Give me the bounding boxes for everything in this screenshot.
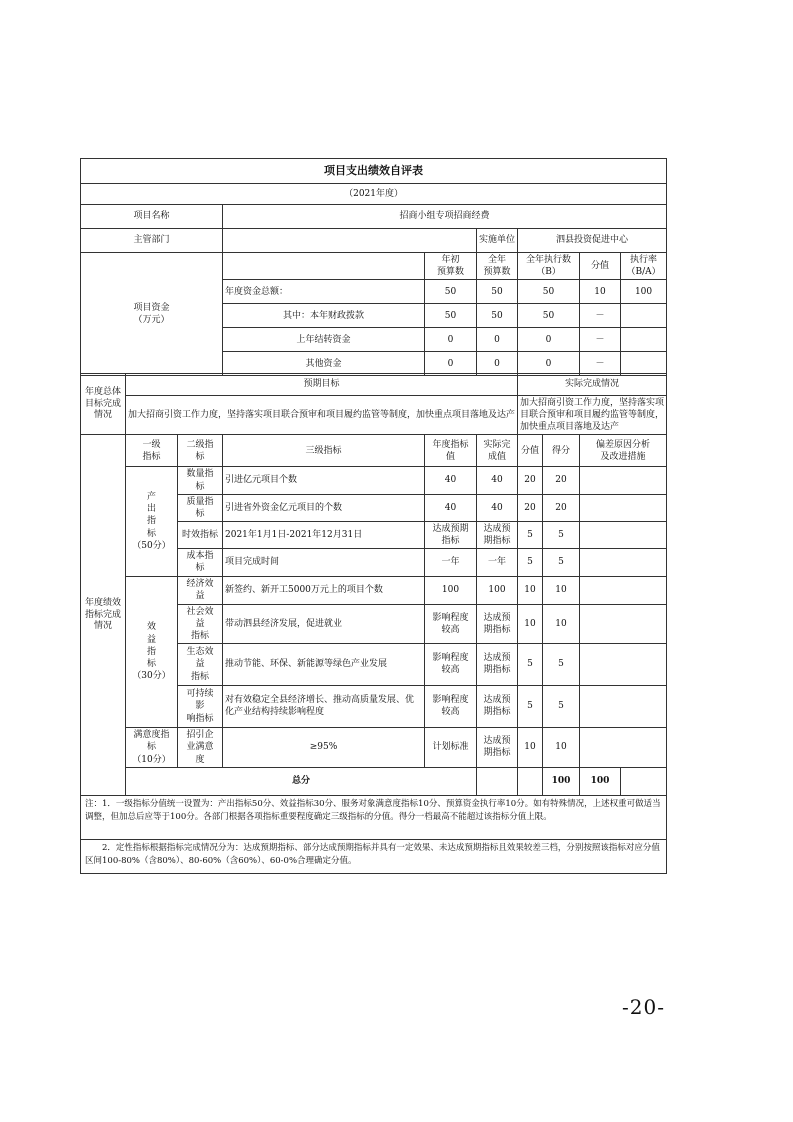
indicator-reason [580,549,667,576]
perf-header-reason: 偏差原因分析 及改进措施 [580,435,667,467]
indicator-reason [580,604,667,643]
funds-row-label: 其他资金 [223,352,425,376]
indicator-actual: 达成预 期指标 [477,727,518,767]
note-2: 2．定性指标根据指标完成情况分为：达成预期指标、部分达成预期指标并具有一定效果、未达成预期指标且效果较差三档，分别按照该指标对应分值区间100-80%（含80%）、80-60%（含60%）、60-0%合理确定分值。 [81,839,667,873]
indicator-score-value: 20 [518,467,543,494]
funds-header-blank [223,253,425,280]
indicator-reason [580,494,667,521]
funds-header-score-value: 分值 [580,253,621,280]
indicator-reason [580,727,667,767]
total-label: 总分 [126,767,477,795]
indicator-score-value: 5 [518,685,543,727]
total-blank [477,767,518,795]
indicator-score: 10 [543,604,580,643]
indicator-score: 5 [543,549,580,576]
indicator-target: 影响程度 较高 [425,643,477,685]
perf-label: 年度绩效指标完成情况 [81,435,126,796]
funds-row-rate [621,304,667,328]
indicator-reason [580,521,667,548]
project-name: 招商小组专项招商经费 [223,205,667,229]
impl-unit-label: 实施单位 [477,229,518,253]
page-number: -20- [622,995,665,1019]
indicator-score-value: 5 [518,521,543,548]
indicator-actual: 达成预 期指标 [477,685,518,727]
goals-expected: 加大招商引资工作力度，坚持落实项目联合预审和项目履约监管等制度，加快重点项目落地及达产 [126,396,518,435]
indicator-l2: 时效指标 [178,521,223,548]
funds-header-exec: 全年执行数 （B） [518,253,580,280]
indicator-l3: 引进亿元项目个数 [223,467,425,494]
indicator-score-value: 10 [518,727,543,767]
indicator-score-value: 20 [518,494,543,521]
funds-header-initial: 年初 预算数 [425,253,477,280]
indicator-l3: 项目完成时间 [223,549,425,576]
indicator-l2: 经济效 益 [178,576,223,604]
indicator-target: 计划标准 [425,727,477,767]
indicator-score: 20 [543,467,580,494]
indicator-reason [580,685,667,727]
indicator-score: 5 [543,685,580,727]
satisfaction-group-label: 满意度指 标 （10分） [126,727,178,767]
indicator-actual: 40 [477,467,518,494]
funds-row-full: 50 [477,304,518,328]
indicator-score-value: 10 [518,576,543,604]
indicator-reason [580,643,667,685]
total-score: 100 [580,767,621,795]
indicator-target: 40 [425,467,477,494]
indicator-score-value: 10 [518,604,543,643]
indicator-actual: 达成预 期指标 [477,521,518,548]
indicator-actual: 100 [477,576,518,604]
indicator-l2: 可持续 影 响指标 [178,685,223,727]
indicator-target: 达成预期 指标 [425,521,477,548]
indicator-table [80,373,667,874]
goals-actual-label: 实际完成情况 [518,374,667,396]
funds-row-score-value: － [580,304,621,328]
note-1: 注：1．一级指标分值统一设置为：产出指标50分、效益指标30分、服务对象满意度指标10分、预算资金执行率10分。如有特殊情况，上述权重可做适当调整，但加总后应等于100分。各部门根据各项指标重要程度确定三级指标的分值。得分一档最高不能超过该指标分值上限。 [81,795,667,839]
indicator-l2: 招引企 业满意 度 [178,727,223,767]
perf-header-l1: 一级 指标 [126,435,178,467]
table-title: 项目支出绩效自评表 [81,159,667,184]
funds-row-exec: 50 [518,280,580,304]
goals-label: 年度总体目标完成情况 [81,374,126,435]
indicator-l2: 数量指 标 [178,467,223,494]
goals-actual: 加大招商引资工作力度，坚持落实项目联合预审和项目履约监管等制度，加快重点项目落地及达产 [518,396,667,435]
funds-row-exec: 0 [518,352,580,376]
impl-unit: 泗县投资促进中心 [518,229,667,253]
indicator-score: 5 [543,521,580,548]
indicator-l2: 生态效 益 指标 [178,643,223,685]
indicator-target: 影响程度 较高 [425,604,477,643]
indicator-target: 100 [425,576,477,604]
funds-header-exec-rate: 执行率 （B/A） [621,253,667,280]
funds-row-score-value: － [580,352,621,376]
funds-row-score-value: － [580,328,621,352]
indicator-l3: 2021年1月1日-2021年12月31日 [223,521,425,548]
dept-label: 主管部门 [81,229,223,253]
performance-self-evaluation-table [80,158,667,376]
indicator-score: 10 [543,727,580,767]
indicator-l3: 新签约、新开工5000万元上的项目个数 [223,576,425,604]
funds-row-full: 50 [477,280,518,304]
project-name-label: 项目名称 [81,205,223,229]
perf-header-actual: 实际完 成值 [477,435,518,467]
indicator-target: 40 [425,494,477,521]
indicator-score: 5 [543,643,580,685]
funds-row-rate [621,328,667,352]
perf-header-target: 年度指标 值 [425,435,477,467]
indicator-reason [580,576,667,604]
indicator-l3: 对有效稳定全县经济增长、推动高质量发展、优化产业结构持续影响程度 [223,685,425,727]
funds-row-initial: 50 [425,280,477,304]
total-score-value: 100 [543,767,580,795]
output-group-label: 产 出 指 标 （50分） [126,467,178,576]
benefit-group-label: 效 益 指 标 （30分） [126,576,178,727]
indicator-actual: 一年 [477,549,518,576]
indicator-l2: 质量指 标 [178,494,223,521]
funds-row-full: 0 [477,352,518,376]
total-reason [621,767,667,795]
funds-row-label: 上年结转资金 [223,328,425,352]
indicator-l2: 社会效 益 指标 [178,604,223,643]
funds-row-exec: 0 [518,328,580,352]
indicator-actual: 40 [477,494,518,521]
indicator-target: 影响程度 较高 [425,685,477,727]
table-year: （2021年度） [81,184,667,205]
indicator-score: 20 [543,494,580,521]
indicator-l2: 成本指 标 [178,549,223,576]
indicator-score-value: 5 [518,643,543,685]
perf-header-score-value: 分值 [518,435,543,467]
indicator-l3: 推动节能、环保、新能源等绿色产业发展 [223,643,425,685]
indicator-actual: 达成预 期指标 [477,643,518,685]
indicator-reason [580,467,667,494]
funds-header-full: 全年 预算数 [477,253,518,280]
indicator-actual: 达成预 期指标 [477,604,518,643]
dept-value [223,229,477,253]
indicator-score-value: 5 [518,549,543,576]
funds-row-label: 其中：本年财政拨款 [223,304,425,328]
indicator-score: 10 [543,576,580,604]
perf-header-l3: 三级指标 [223,435,425,467]
indicator-l3: ≥95% [223,727,425,767]
perf-header-l2: 二级指 标 [178,435,223,467]
funds-row-initial: 50 [425,304,477,328]
perf-header-score: 得分 [543,435,580,467]
funds-row-rate: 100 [621,280,667,304]
total-blank [518,767,543,795]
goals-expected-label: 预期目标 [126,374,518,396]
funds-row-exec: 50 [518,304,580,328]
funds-row-label: 年度资金总额： [223,280,425,304]
funds-row-full: 0 [477,328,518,352]
funds-row-initial: 0 [425,328,477,352]
indicator-l3: 引进省外资金亿元项目的个数 [223,494,425,521]
indicator-l3: 带动泗县经济发展，促进就业 [223,604,425,643]
funds-label: 项目资金 （万元） [81,253,223,376]
funds-row-score-value: 10 [580,280,621,304]
funds-row-initial: 0 [425,352,477,376]
indicator-target: 一年 [425,549,477,576]
